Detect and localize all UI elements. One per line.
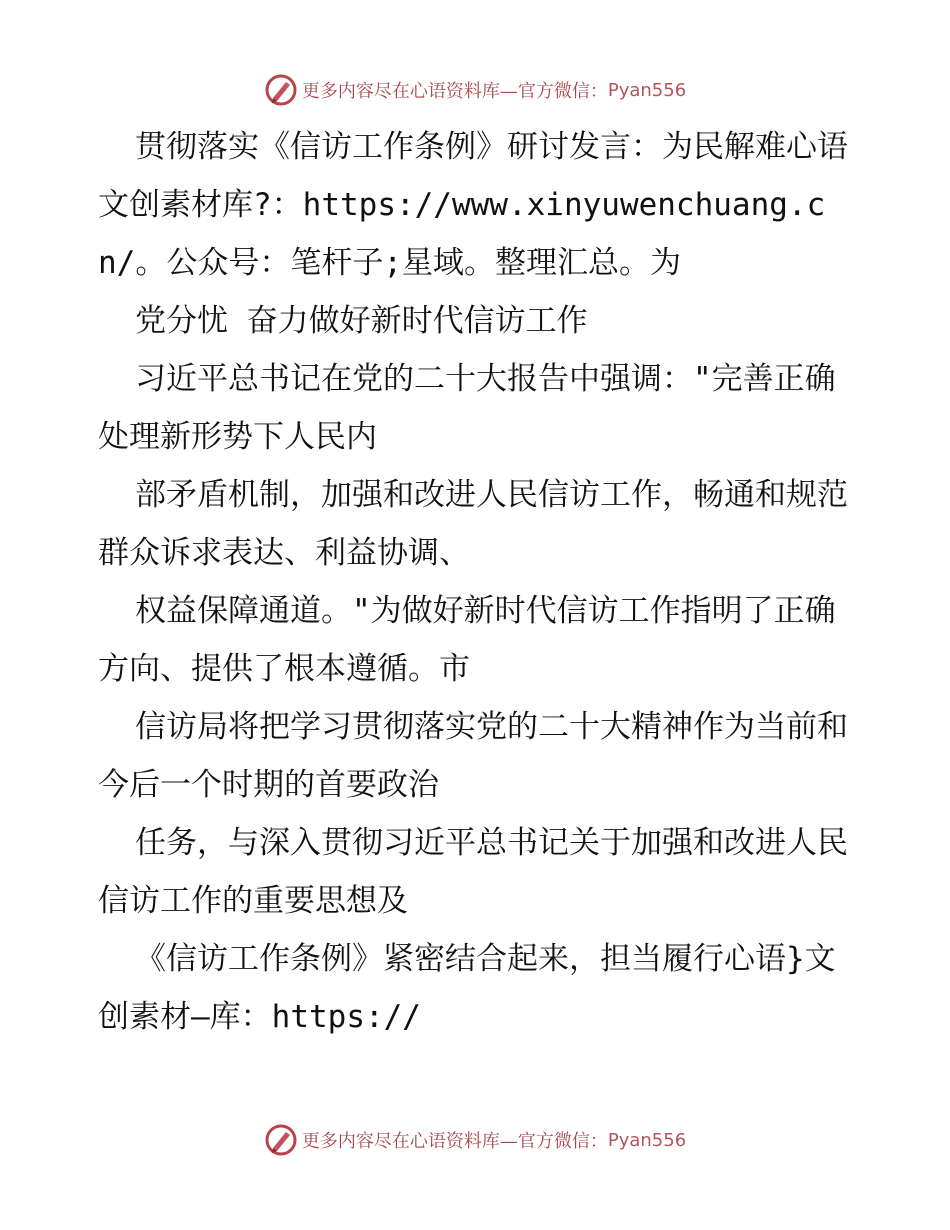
banner-text: 更多内容尽在心语资料库—官方微信： (301, 1131, 608, 1152)
paragraph-1: 贯彻落实《信访工作条例》研讨发言：为民解难心语文创素材库?：https://www.xinyuwenchuang.cn/。公众号：笔杆子;星域。整理汇总。为 (98, 129, 848, 281)
header-watermark-banner (0, 70, 950, 110)
banner-wechat-id: Pyan556 (607, 79, 687, 101)
paragraph-7: 任务，与深入贯彻习近平总书记关于加强和改进人民信访工作的重要思想及 (98, 825, 848, 919)
paragraph-8: 《信访工作条例》紧密结合起来，担当履行心语}文创素材—库：https:// (98, 941, 836, 1035)
banner-text: 更多内容尽在心语资料库—官方微信： (301, 81, 608, 102)
pen-logo-icon (264, 1123, 298, 1157)
document-body (98, 118, 858, 1046)
footer-watermark-banner (0, 1120, 950, 1160)
paragraph-5: 权益保障通道。"为做好新时代信访工作指明了正确方向、提供了根本遵循。市 (98, 593, 836, 687)
paragraph-6: 信访局将把学习贯彻落实党的二十大精神作为当前和今后一个时期的首要政治 (98, 709, 848, 803)
paragraph-3: 习近平总书记在党的二十大报告中强调："完善正确处理新形势下人民内 (98, 361, 836, 455)
paragraph-2: 党分忧 奋力做好新时代信访工作 (135, 303, 588, 339)
paragraph-4: 部矛盾机制，加强和改进人民信访工作，畅通和规范群众诉求表达、利益协调、 (98, 477, 848, 571)
pen-logo-icon (264, 73, 298, 107)
banner-wechat-id: Pyan556 (607, 1129, 687, 1151)
